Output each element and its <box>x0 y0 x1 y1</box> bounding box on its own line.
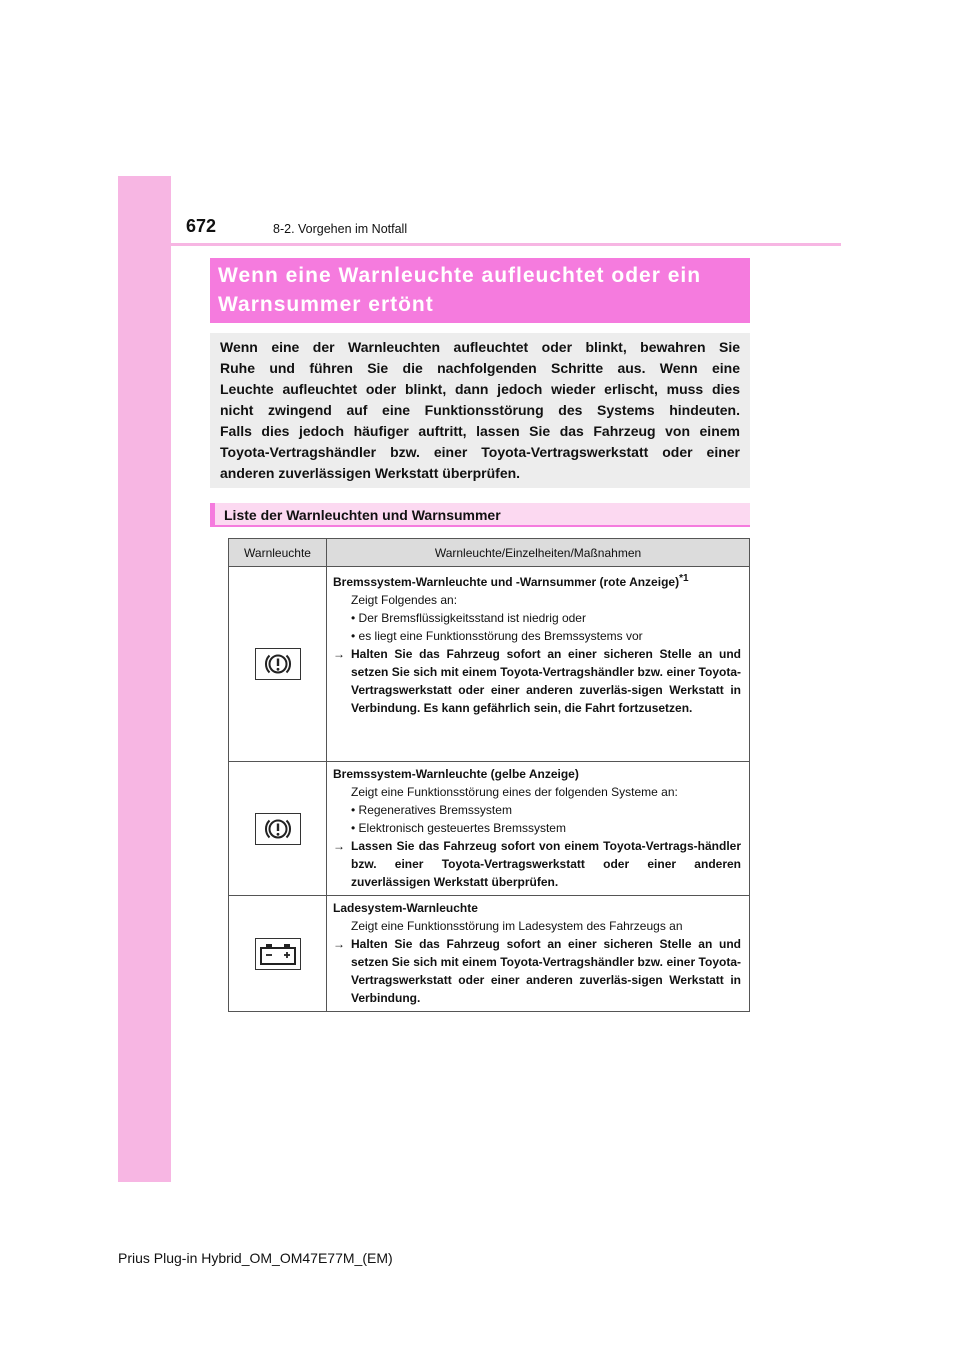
page-number: 672 <box>186 216 217 236</box>
battery-icon <box>255 938 301 970</box>
intro-line: nicht zwingend auf eine Funktionsstörung des Systems hindeuten. <box>220 402 740 418</box>
table-row <box>229 762 750 896</box>
icon-cell <box>229 896 327 1012</box>
arrow-icon: → <box>333 647 345 661</box>
row-title-text: Bremssystem-Warnleuchte und -Warnsummer (rote Anzeige) <box>333 575 680 589</box>
description-cell <box>327 762 750 896</box>
intro-line: Wenn eine der Warnleuchten aufleuchtet oder blinkt, bewahren Sie <box>220 339 740 355</box>
row-title <box>333 570 741 591</box>
row-action <box>333 837 741 891</box>
footnote-mark: *1 <box>679 573 689 584</box>
row-bullet-text: es liegt eine Funktionsstörung des Bremssystems vor <box>358 629 643 643</box>
arrow-icon: → <box>333 937 345 951</box>
brake-warning-icon-svg <box>256 814 300 844</box>
table-row <box>229 896 750 1012</box>
row-detail: Zeigt Folgendes an: <box>351 593 458 607</box>
column-header-light: Warnleuchte <box>229 539 327 567</box>
footer-model: Prius Plug-in Hybrid_OM_OM47E77M_(EM) <box>118 1250 393 1266</box>
row-detail: Zeigt eine Funktionsstörung im Ladesystem des Fahrzeugs an <box>351 919 683 933</box>
intro-line: Leuchte aufleuchtet oder blinkt, dann jedoch wieder erlischt, muss dies <box>220 381 740 397</box>
row-bullet: • es liegt eine Funktionsstörung des Bremssystems vor <box>351 629 643 643</box>
description-cell <box>327 567 750 762</box>
row-bullet-text: Regeneratives Bremssystem <box>358 803 512 817</box>
row-title: Ladesystem-Warnleuchte <box>333 901 478 915</box>
sub-heading-text: Liste der Warnleuchten und Warnsummer <box>224 507 501 523</box>
warning-light-table <box>228 538 750 1012</box>
section-label: 8-2. Vorgehen im Notfall <box>273 222 408 236</box>
icon-cell <box>229 567 327 762</box>
table-header-row <box>229 539 750 567</box>
row-action-text: Halten Sie das Fahrzeug sofort an einer sicheren Stelle an und setzen Sie sich mit einem Toyota-Vertragshändler bzw. einer Toyota-Vertragswerkstatt oder einer anderen zuverläs-sigen Werkstatt in Verbindung. <box>351 937 741 1005</box>
sub-heading-underline <box>215 525 750 527</box>
intro-box <box>210 333 750 488</box>
arrow-icon: → <box>333 839 345 853</box>
intro-line: Falls dies jedoch häufiger auftritt, lassen Sie das Fahrzeug von einem <box>220 423 740 439</box>
row-bullet: • Regeneratives Bremssystem <box>351 803 512 817</box>
row-detail: Zeigt eine Funktionsstörung eines der folgenden Systeme an: <box>351 785 678 799</box>
sub-heading <box>210 503 750 527</box>
brake-warning-icon <box>255 648 301 680</box>
brake-warning-icon-svg <box>256 649 300 679</box>
side-band <box>118 176 171 1182</box>
column-header-details: Warnleuchte/Einzelheiten/Maßnahmen <box>327 539 750 567</box>
icon-cell <box>229 762 327 896</box>
row-bullet: • Elektronisch gesteuertes Bremssystem <box>351 821 566 835</box>
row-action <box>333 935 741 1007</box>
intro-line: Toyota-Vertragshändler bzw. einer Toyota-Vertragswerkstatt oder einer <box>220 444 740 460</box>
row-title: Bremssystem-Warnleuchte (gelbe Anzeige) <box>333 767 579 781</box>
intro-line: Ruhe und führen Sie die nachfolgenden Schritte aus. Wenn eine <box>220 360 740 376</box>
row-action <box>333 645 741 717</box>
table-row <box>229 567 750 762</box>
title-box <box>210 258 750 323</box>
battery-icon-svg <box>256 939 300 969</box>
row-bullet-text: Elektronisch gesteuertes Bremssystem <box>358 821 566 835</box>
title-line: Warnsummer ertönt <box>218 293 434 316</box>
row-bullet-text: Der Bremsflüssigkeitsstand ist niedrig oder <box>358 611 586 625</box>
brake-warning-icon <box>255 813 301 845</box>
intro-line: anderen zuverlässigen Werkstatt überprüfen. <box>220 465 521 481</box>
description-cell <box>327 896 750 1012</box>
row-bullet: • Der Bremsflüssigkeitsstand ist niedrig oder <box>351 611 586 625</box>
row-action-text: Lassen Sie das Fahrzeug sofort von einem Toyota-Vertrags-händler bzw. einer Toyota-Vertragswerkstatt oder einer anderen zuverlässigen Werkstatt überprüfen. <box>351 839 741 889</box>
title-line: Wenn eine Warnleuchte aufleuchtet oder ein <box>218 264 702 287</box>
header-rule <box>171 243 841 246</box>
row-action-text: Halten Sie das Fahrzeug sofort an einer sicheren Stelle an und setzen Sie sich mit einem Toyota-Vertragshändler bzw. einer Toyota-Vertragswerkstatt oder einer anderen zuverläs-sigen Werkstatt in Verbindung. Es kann gefährlich sein, die Fahrt fortzusetzen. <box>351 647 741 715</box>
